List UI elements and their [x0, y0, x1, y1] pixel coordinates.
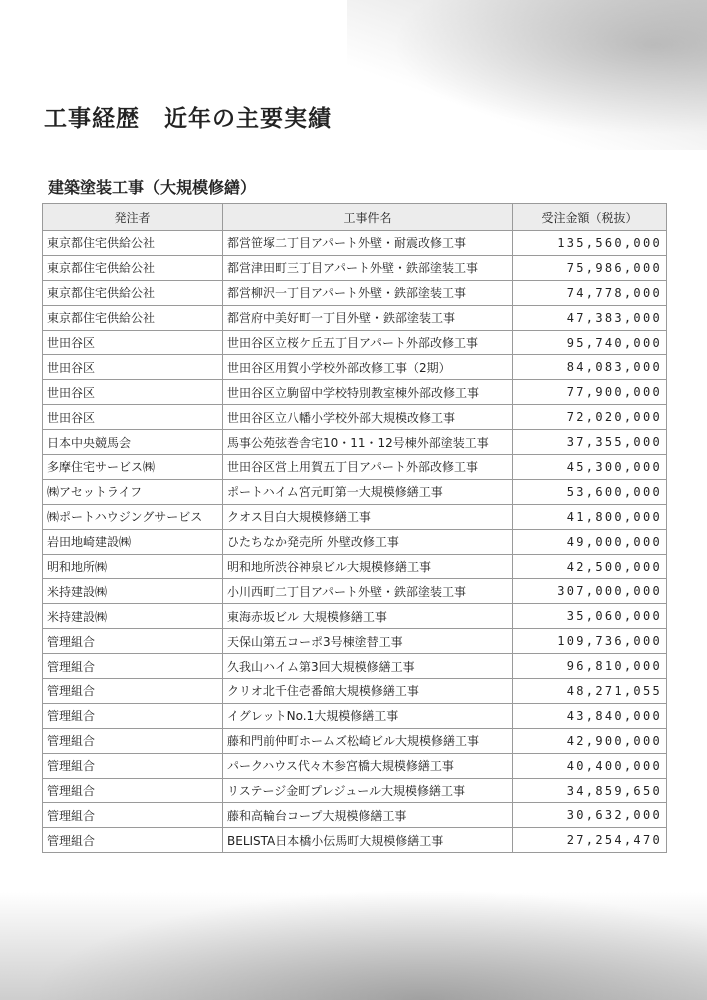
table-row — [43, 430, 667, 455]
table-row — [43, 579, 667, 604]
header-amount: 受注金額（税抜） — [513, 204, 667, 231]
project-name-cell: 馬事公苑弦巻舎宅10・11・12号棟外部塗装工事 — [223, 430, 513, 455]
header-project-name: 工事件名 — [223, 204, 513, 231]
project-name-cell: 都営笹塚二丁目アパート外壁・耐震改修工事 — [223, 231, 513, 256]
client-cell: 管理組合 — [43, 629, 223, 654]
client-cell: 管理組合 — [43, 728, 223, 753]
amount-cell: 40,400,000 — [513, 753, 667, 778]
amount-cell: 47,383,000 — [513, 305, 667, 330]
amount-cell: 77,900,000 — [513, 380, 667, 405]
amount-cell: 43,840,000 — [513, 703, 667, 728]
table-header-row — [43, 204, 667, 231]
section-title: 建築塗装工事（大規模修繕） — [48, 178, 257, 197]
client-cell: 管理組合 — [43, 703, 223, 728]
table-row — [43, 629, 667, 654]
amount-cell: 35,060,000 — [513, 604, 667, 629]
project-name-cell: 世田谷区用賀小学校外部改修工事（2期） — [223, 355, 513, 380]
amount-cell: 37,355,000 — [513, 430, 667, 455]
amount-cell: 74,778,000 — [513, 280, 667, 305]
table-row — [43, 728, 667, 753]
amount-cell: 27,254,470 — [513, 828, 667, 853]
project-name-cell: ひたちなか発売所 外壁改修工事 — [223, 529, 513, 554]
table-row — [43, 828, 667, 853]
project-name-cell: 世田谷区立駒留中学校特別教室棟外部改修工事 — [223, 380, 513, 405]
page-title: 工事経歴 近年の主要実績 — [44, 106, 332, 132]
client-cell: 管理組合 — [43, 778, 223, 803]
client-cell: 世田谷区 — [43, 330, 223, 355]
amount-cell: 84,083,000 — [513, 355, 667, 380]
table-row — [43, 355, 667, 380]
table-row — [43, 803, 667, 828]
project-name-cell: 都営府中美好町一丁目外壁・鉄部塗装工事 — [223, 305, 513, 330]
client-cell: 東京都住宅供給公社 — [43, 231, 223, 256]
client-cell: 岩田地崎建設㈱ — [43, 529, 223, 554]
table-row — [43, 380, 667, 405]
works-table — [42, 203, 667, 853]
client-cell: 世田谷区 — [43, 380, 223, 405]
top-right-decoration — [347, 0, 707, 150]
table-row — [43, 679, 667, 704]
bottom-decoration — [0, 880, 707, 1000]
project-name-cell: イグレットNo.1大規模修繕工事 — [223, 703, 513, 728]
project-name-cell: クオス目白大規模修繕工事 — [223, 504, 513, 529]
amount-cell: 41,800,000 — [513, 504, 667, 529]
project-name-cell: 小川西町二丁目アパート外壁・鉄部塗装工事 — [223, 579, 513, 604]
amount-cell: 307,000,000 — [513, 579, 667, 604]
project-name-cell: 世田谷区立桜ケ丘五丁目アパート外部改修工事 — [223, 330, 513, 355]
project-name-cell: 藤和門前仲町ホームズ松崎ビル大規模修繕工事 — [223, 728, 513, 753]
amount-cell: 109,736,000 — [513, 629, 667, 654]
client-cell: 米持建設㈱ — [43, 579, 223, 604]
project-name-cell: 世田谷区営上用賀五丁目アパート外部改修工事 — [223, 455, 513, 480]
client-cell: 管理組合 — [43, 803, 223, 828]
client-cell: 東京都住宅供給公社 — [43, 305, 223, 330]
project-name-cell: BELISTA日本橋小伝馬町大規模修繕工事 — [223, 828, 513, 853]
project-name-cell: 藤和高輪台コープ大規模修繕工事 — [223, 803, 513, 828]
project-name-cell: 天保山第五コーポ3号棟塗替工事 — [223, 629, 513, 654]
project-name-cell: 明和地所渋谷神泉ビル大規模修繕工事 — [223, 554, 513, 579]
client-cell: 管理組合 — [43, 828, 223, 853]
client-cell: 明和地所㈱ — [43, 554, 223, 579]
amount-cell: 49,000,000 — [513, 529, 667, 554]
table-row — [43, 753, 667, 778]
table-row — [43, 255, 667, 280]
project-name-cell: 東海赤坂ビル 大規模修繕工事 — [223, 604, 513, 629]
client-cell: 世田谷区 — [43, 355, 223, 380]
client-cell: 管理組合 — [43, 654, 223, 679]
table-row — [43, 703, 667, 728]
amount-cell: 95,740,000 — [513, 330, 667, 355]
table-row — [43, 529, 667, 554]
table-row — [43, 479, 667, 504]
table-row — [43, 604, 667, 629]
project-name-cell: クリオ北千住壱番館大規模修繕工事 — [223, 679, 513, 704]
amount-cell: 96,810,000 — [513, 654, 667, 679]
project-name-cell: ポートハイム宮元町第一大規模修繕工事 — [223, 479, 513, 504]
project-name-cell: パークハウス代々木参宮橋大規模修繕工事 — [223, 753, 513, 778]
client-cell: 東京都住宅供給公社 — [43, 255, 223, 280]
client-cell: 東京都住宅供給公社 — [43, 280, 223, 305]
table-row — [43, 405, 667, 430]
amount-cell: 42,900,000 — [513, 728, 667, 753]
project-name-cell: 久我山ハイム第3回大規模修繕工事 — [223, 654, 513, 679]
table-row — [43, 455, 667, 480]
table-row — [43, 504, 667, 529]
table-row — [43, 305, 667, 330]
project-name-cell: 都営津田町三丁目アパート外壁・鉄部塗装工事 — [223, 255, 513, 280]
client-cell: 管理組合 — [43, 753, 223, 778]
client-cell: 多摩住宅サービス㈱ — [43, 455, 223, 480]
table-row — [43, 778, 667, 803]
amount-cell: 42,500,000 — [513, 554, 667, 579]
table-row — [43, 231, 667, 256]
project-name-cell: リステージ金町プレジュール大規模修繕工事 — [223, 778, 513, 803]
amount-cell: 34,859,650 — [513, 778, 667, 803]
amount-cell: 30,632,000 — [513, 803, 667, 828]
table-row — [43, 280, 667, 305]
client-cell: 世田谷区 — [43, 405, 223, 430]
client-cell: 日本中央競馬会 — [43, 430, 223, 455]
amount-cell: 45,300,000 — [513, 455, 667, 480]
amount-cell: 48,271,055 — [513, 679, 667, 704]
client-cell: 米持建設㈱ — [43, 604, 223, 629]
header-client: 発注者 — [43, 204, 223, 231]
table-row — [43, 330, 667, 355]
project-name-cell: 都営柳沢一丁目アパート外壁・鉄部塗装工事 — [223, 280, 513, 305]
client-cell: 管理組合 — [43, 679, 223, 704]
amount-cell: 53,600,000 — [513, 479, 667, 504]
table-row — [43, 654, 667, 679]
amount-cell: 72,020,000 — [513, 405, 667, 430]
client-cell: ㈱アセットライフ — [43, 479, 223, 504]
project-name-cell: 世田谷区立八幡小学校外部大規模改修工事 — [223, 405, 513, 430]
amount-cell: 135,560,000 — [513, 231, 667, 256]
table-row — [43, 554, 667, 579]
amount-cell: 75,986,000 — [513, 255, 667, 280]
client-cell: ㈱ポートハウジングサービス — [43, 504, 223, 529]
